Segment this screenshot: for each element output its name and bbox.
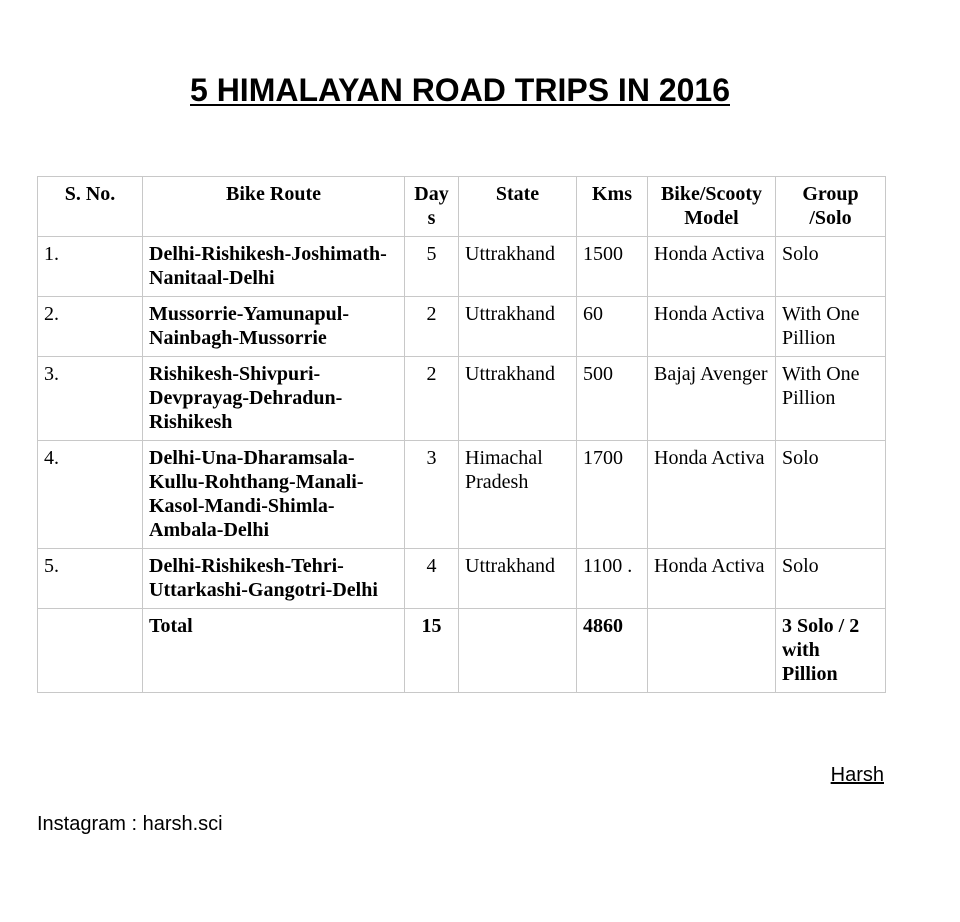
total-row xyxy=(38,609,886,693)
table-header-row xyxy=(38,177,886,237)
table-row xyxy=(38,357,886,441)
total-state xyxy=(459,609,577,693)
cell-model: Honda Activa xyxy=(648,549,776,609)
total-model xyxy=(648,609,776,693)
cell-route: Mussorrie-Yamunapul-Nainbagh-Mussorrie xyxy=(143,297,405,357)
author-name: Harsh xyxy=(830,764,884,786)
cell-sno: 2. xyxy=(38,297,143,357)
cell-state: Uttrakhand xyxy=(459,237,577,297)
table-row xyxy=(38,297,886,357)
trips-table xyxy=(37,176,886,693)
instagram-handle: Instagram : harsh.sci xyxy=(37,813,223,835)
table-row xyxy=(38,549,886,609)
cell-state: Uttrakhand xyxy=(459,357,577,441)
header-days: Days xyxy=(405,177,459,237)
cell-kms: 1500 xyxy=(577,237,648,297)
cell-model: Honda Activa xyxy=(648,237,776,297)
cell-group: Solo xyxy=(776,441,886,549)
cell-model: Honda Activa xyxy=(648,441,776,549)
total-label: Total xyxy=(143,609,405,693)
cell-model: Bajaj Avenger xyxy=(648,357,776,441)
table-row xyxy=(38,441,886,549)
cell-model: Honda Activa xyxy=(648,297,776,357)
cell-days: 5 xyxy=(405,237,459,297)
cell-state: Uttrakhand xyxy=(459,297,577,357)
cell-sno: 4. xyxy=(38,441,143,549)
cell-days: 2 xyxy=(405,297,459,357)
cell-group: Solo xyxy=(776,237,886,297)
cell-kms: 500 xyxy=(577,357,648,441)
cell-kms: 1700 xyxy=(577,441,648,549)
header-state: State xyxy=(459,177,577,237)
table-row xyxy=(38,237,886,297)
header-sno: S. No. xyxy=(38,177,143,237)
cell-route: Delhi-Rishikesh-Joshimath-Nanitaal-Delhi xyxy=(143,237,405,297)
cell-route: Rishikesh-Shivpuri-Devprayag-Dehradun-Rishikesh xyxy=(143,357,405,441)
cell-state: Himachal Pradesh xyxy=(459,441,577,549)
cell-kms: 60 xyxy=(577,297,648,357)
cell-days: 2 xyxy=(405,357,459,441)
cell-sno: 1. xyxy=(38,237,143,297)
cell-group: Solo xyxy=(776,549,886,609)
page-title: 5 HIMALAYAN ROAD TRIPS IN 2016 xyxy=(190,72,730,108)
header-kms: Kms xyxy=(577,177,648,237)
cell-kms: 1100 . xyxy=(577,549,648,609)
cell-group: With One Pillion xyxy=(776,357,886,441)
total-kms: 4860 xyxy=(577,609,648,693)
total-days: 15 xyxy=(405,609,459,693)
header-route: Bike Route xyxy=(143,177,405,237)
header-model: Bike/Scooty Model xyxy=(648,177,776,237)
cell-days: 4 xyxy=(405,549,459,609)
cell-days: 3 xyxy=(405,441,459,549)
cell-state: Uttrakhand xyxy=(459,549,577,609)
header-group: Group /Solo xyxy=(776,177,886,237)
cell-sno: 5. xyxy=(38,549,143,609)
total-group: 3 Solo / 2 with Pillion xyxy=(776,609,886,693)
cell-sno xyxy=(38,609,143,693)
cell-sno: 3. xyxy=(38,357,143,441)
cell-group: With One Pillion xyxy=(776,297,886,357)
cell-route: Delhi-Una-Dharamsala-Kullu-Rohthang-Manali-Kasol-Mandi-Shimla-Ambala-Delhi xyxy=(143,441,405,549)
cell-route: Delhi-Rishikesh-Tehri-Uttarkashi-Gangotri-Delhi xyxy=(143,549,405,609)
